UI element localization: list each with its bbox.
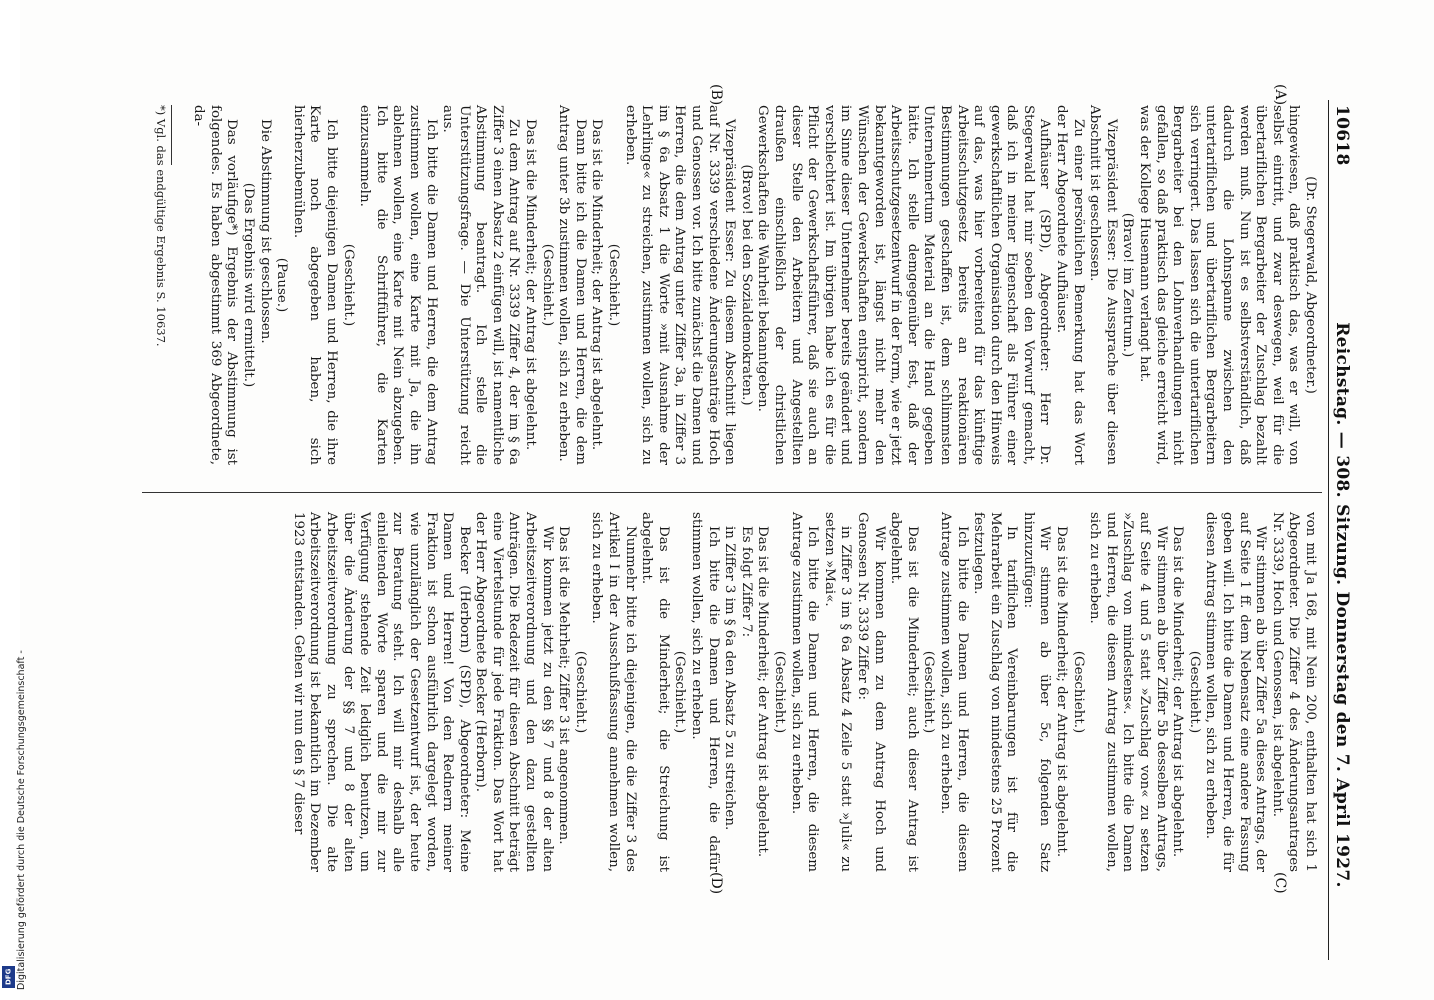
- page-title: Reichstag. — 308. Sitzung. Donnerstag den 7. April 1927.: [1332, 322, 1352, 888]
- right-column-paragraph: Wir kommen dann zu dem Antrag Hoch und Genossen Nr. 3339 Ziffer 6:: [854, 512, 887, 872]
- left-column-paragraph: (Geschieht.): [340, 243, 356, 327]
- footnote-rule: [171, 105, 172, 165]
- right-column-paragraph: Wir stimmen ab über Ziffer 5a dieses Antrags, der auf Seite 1 ff. dem Nebensatz eine andere Fassung geben will. Ich bitte die Damen und Herren, die für diesen Antrag stimmen wollen, sich zu erheben.: [1203, 512, 1269, 872]
- dfg-logo: DFG: [2, 966, 15, 988]
- right-column-paragraph: Das ist die Minderheit; die Streichung ist abgelehnt.: [639, 512, 671, 872]
- left-column-paragraph: Aufhäuser (SPD), Abgeordneter: Herr Dr. Stegerwald hat mir soeben den Vorwurf gemacht, daß ich in meiner Eigenschaft als Führer einer gewerkschaftlichen Organisation durch den Hinweis auf das, was hier vorbereitend für das künftige Arbeitsschutzgesetz bereits an reaktionären Bestimmungen geschaffen ist, dem schlimmsten Unternehmertum Material an die Hand gegeben hätte. Ich stelle demgegenüber fest, daß der Arbeitsschutzgesetzentwurf in der Form, wie er jetzt bekanntgeworden ist, längst nicht mehr den Wünschen der Gewerkschaften entspricht, sondern im Sinne dieser Unternehmer bereits geändert und verschlechtert ist. Im übrigen habe ich es für die Pflicht der Gewerkschaftsführer, daß sie auch an dieser Stelle den Arbeitern und Angestellten draußen einschließlich der christlichen Gewerkschaften die Wahrheit bekanntgeben.: [755, 105, 1053, 465]
- left-column-paragraph: (Geschieht.): [539, 243, 555, 327]
- left-column-paragraph: Das vorläufige*) Ergebnis der Abstimmung ist folgendes. Es haben abgestimmt 369 Abgeordnete, da-: [191, 105, 240, 465]
- right-column-paragraph: Ich bitte die Damen und Herren, die diesem Antrage zustimmen wollen, sich zu erheben.: [788, 512, 821, 872]
- page-number: 10618: [1332, 105, 1352, 166]
- right-column-paragraph: Das ist die Minderheit; auch dieser Antrag ist abgelehnt.: [888, 512, 920, 872]
- margin-letter-a: (A): [1272, 84, 1288, 106]
- right-column-paragraph: Wir kommen jetzt zu den §§ 7 und 8 der alten Arbeitszeitverordnung und den dazu gestellten Anträgen. Die Redezeit für diesen Abschnitt beträgt eine Viertelstunde für jede Fraktion. Das Wort hat der Herr Abgeordnete Becker (Herborn).: [473, 512, 555, 872]
- right-column-paragraph: In tariflichen Vereinbarungen ist für die Mehrarbeit ein Zuschlag von mindestens 25 Prozent festzulegen.: [971, 512, 1020, 872]
- left-column-paragraph: Vizepräsident Esser: Die Aussprache über diesen Abschnitt ist geschlossen.: [1087, 105, 1119, 465]
- left-column-paragraph: Zu einer persönlichen Bemerkung hat das Wort der Herr Abgeordnete Aufhäuser.: [1054, 105, 1086, 465]
- right-column-paragraph: (Geschieht.): [572, 650, 588, 734]
- right-column-paragraph: in Ziffer 3 im § 6a Absatz 4 Zeile 5 statt »Juli« zu setzen »Mai«.: [821, 512, 854, 872]
- left-column-paragraph: Das ist die Minderheit; der Antrag ist abgelehnt.: [589, 119, 605, 451]
- right-column-paragraph: Das ist die Minderheit; der Antrag ist abgelehnt.: [755, 526, 771, 858]
- right-column-paragraph: von mit Ja 168, mit Nein 200, enthalten hat sich 1 Abgeordneter. Die Ziffer 4 des Änderungsantrages Nr. 3339, Hoch und Genossen, ist abgelehnt.: [1269, 512, 1318, 872]
- right-column-paragraph: Becker (Herborn) (SPD), Abgeordneter: Meine Damen und Herren! Von den Rednern meiner Fraktion ist schon ausführlich dargelegt worden, wie unzulänglich der Gesetzentwurf ist, der heute zur Beratung steht. Ich will mir deshalb alle einleitenden Worte sparen und die mir zur Verfügung stehende Zeit lediglich benutzen, um über die Änderung der §§ 7 und 8 der alten Arbeitszeitverordnung zu sprechen. Die alte Arbeitszeitverordnung ist bekanntlich im Dezember 1923 entstanden. Gehen wir nun den § 7 dieser: [290, 512, 472, 872]
- margin-letter-c: (C): [1272, 872, 1288, 894]
- left-column-paragraph: Das ist die Minderheit; der Antrag ist abgelehnt.: [523, 119, 539, 451]
- left-column: [190, 105, 1318, 465]
- right-column-paragraph: (Geschieht.): [1186, 650, 1202, 734]
- right-column-paragraph: (Geschieht.): [672, 650, 688, 734]
- footnote: *) Vgl. das endgültige Ergebnis S. 10637.: [154, 105, 168, 347]
- right-column-paragraph: (Geschieht.): [772, 650, 787, 734]
- right-column-paragraph: Wir stimmen ab über 5c, folgenden Satz hinzuzufügen:: [1020, 512, 1053, 872]
- right-column-paragraph: Wir stimmen ab über Ziffer 5b desselben Antrags, auf Seite 4 und 5 statt »Zuschlag von« zu setzen »Zuschlag von mindestens«. Ich bitte die Damen und Herren, die diesem Antrag zustimmen wollen, sich zu erheben.: [1087, 512, 1169, 872]
- left-column-paragraph: Ich bitte diejenigen Damen und Herren, die ihre Karte noch abgegeben haben, sich hierherzubemühen.: [290, 105, 339, 465]
- right-column-paragraph: Ich bitte die Damen und Herren, die dafür stimmen wollen, sich zu erheben.: [689, 512, 721, 872]
- right-column-paragraph: (Geschieht.): [921, 650, 937, 734]
- right-column-paragraph: Das ist die Minderheit; der Antrag ist abgelehnt.: [1054, 526, 1070, 858]
- right-column: [289, 512, 1318, 872]
- left-column-paragraph: Dann bitte ich die Damen und Herren, die dem Antrag unter 3b zustimmen wollen, sich zu erheben.: [556, 105, 588, 465]
- left-column-paragraph: (Dr. Stegerwald, Abgeordneter.): [1303, 176, 1318, 394]
- left-column-paragraph: (Bravo! bei den Sozialdemokraten.): [738, 164, 754, 406]
- right-column-paragraph: (Geschieht.): [1070, 650, 1086, 734]
- margin-letter-d: (D): [708, 872, 724, 895]
- left-column-paragraph: Die Abstimmung ist geschlossen.: [257, 119, 273, 344]
- column-divider: [142, 492, 1322, 493]
- margin-letter-b: (B): [708, 84, 724, 106]
- page-header: [1328, 105, 1352, 965]
- left-column-paragraph: (Das Ergebnis wird ermittelt.): [241, 182, 256, 388]
- credit-text: Digitalisierung gefördert durch die Deutsche Forschungsgemeinschaft -: [16, 650, 27, 990]
- left-column-paragraph: Ich bitte die Damen und Herren, die dem Antrag zustimmen wollen, eine Karte mit Ja, die ihn ablehnen wollen, eine Karte mit Nein abzugeben. Ich bitte die Schriftführer, die Karten einzusammeln.: [357, 105, 439, 465]
- right-column-paragraph: Nunmehr bitte ich diejenigen, die die Ziffer 3 des Artikel I in der Ausschußfassung annehmen wollen, sich zu erheben.: [589, 512, 638, 872]
- right-column-paragraph: Das ist die Minderheit; der Antrag ist abgelehnt.: [1170, 526, 1186, 858]
- credit-strip: [0, 0, 27, 1000]
- header-rule: [1328, 100, 1329, 960]
- left-column-paragraph: Zu dem Antrag auf Nr. 3339 Ziffer 4, der im § 6a Ziffer 3 einen Absatz 2 einfügen will, ist namentliche Abstimmung beantragt. Ich stelle die Unterstützungsfrage. — Die Unterstützung reicht aus.: [440, 105, 522, 465]
- right-column-paragraph: Das ist die Mehrheit; Ziffer 3 ist angenommen.: [556, 526, 572, 845]
- left-column-paragraph: hingewiesen, daß praktisch das, was er will, von selbst eintritt, und zwar deswegen, weil für die übertariflichen Bergarbeiter der Zuschlag bezahlt werden muß. Nun ist es selbstverständlich, daß dadurch die Lohnspanne zwischen den untertariflichen und übertariflichen Bergarbeitern sich verringert. Das lassen sich die untertariflichen Bergarbeiter bei den Lohnverhandlungen nicht gefallen, so daß praktisch das gleiche erreicht wird, was der Kollege Husemann verlangt hat.: [1137, 105, 1302, 465]
- left-column-paragraph: (Pause.): [274, 257, 290, 313]
- right-column-paragraph: Ich bitte die Damen und Herren, die diesem Antrage zustimmen wollen, sich zu erheben.: [937, 512, 970, 872]
- left-column-paragraph: (Bravo! im Zentrum.): [1120, 212, 1136, 358]
- left-column-paragraph: Vizepräsident Esser: Zu diesem Abschnitt liegen auf Nr. 3339 verschiedene Änderungsanträge Hoch und Genossen vor. Ich bitte zunächst die Damen und Herren, die dem Antrag unter Ziffer 3a, in Ziffer 3 im § 6a Absatz 1 die Worte »mit Ausnahme der Lehrlinge« zu streichen, zustimmen wollen, sich zu erheben.: [622, 105, 738, 465]
- right-column-paragraph: Es folgt Ziffer 7:: [738, 526, 754, 638]
- left-column-paragraph: (Geschieht.): [606, 243, 622, 327]
- right-column-paragraph: in Ziffer 3 im § 6a den Absatz 5 zu streichen.: [722, 526, 738, 831]
